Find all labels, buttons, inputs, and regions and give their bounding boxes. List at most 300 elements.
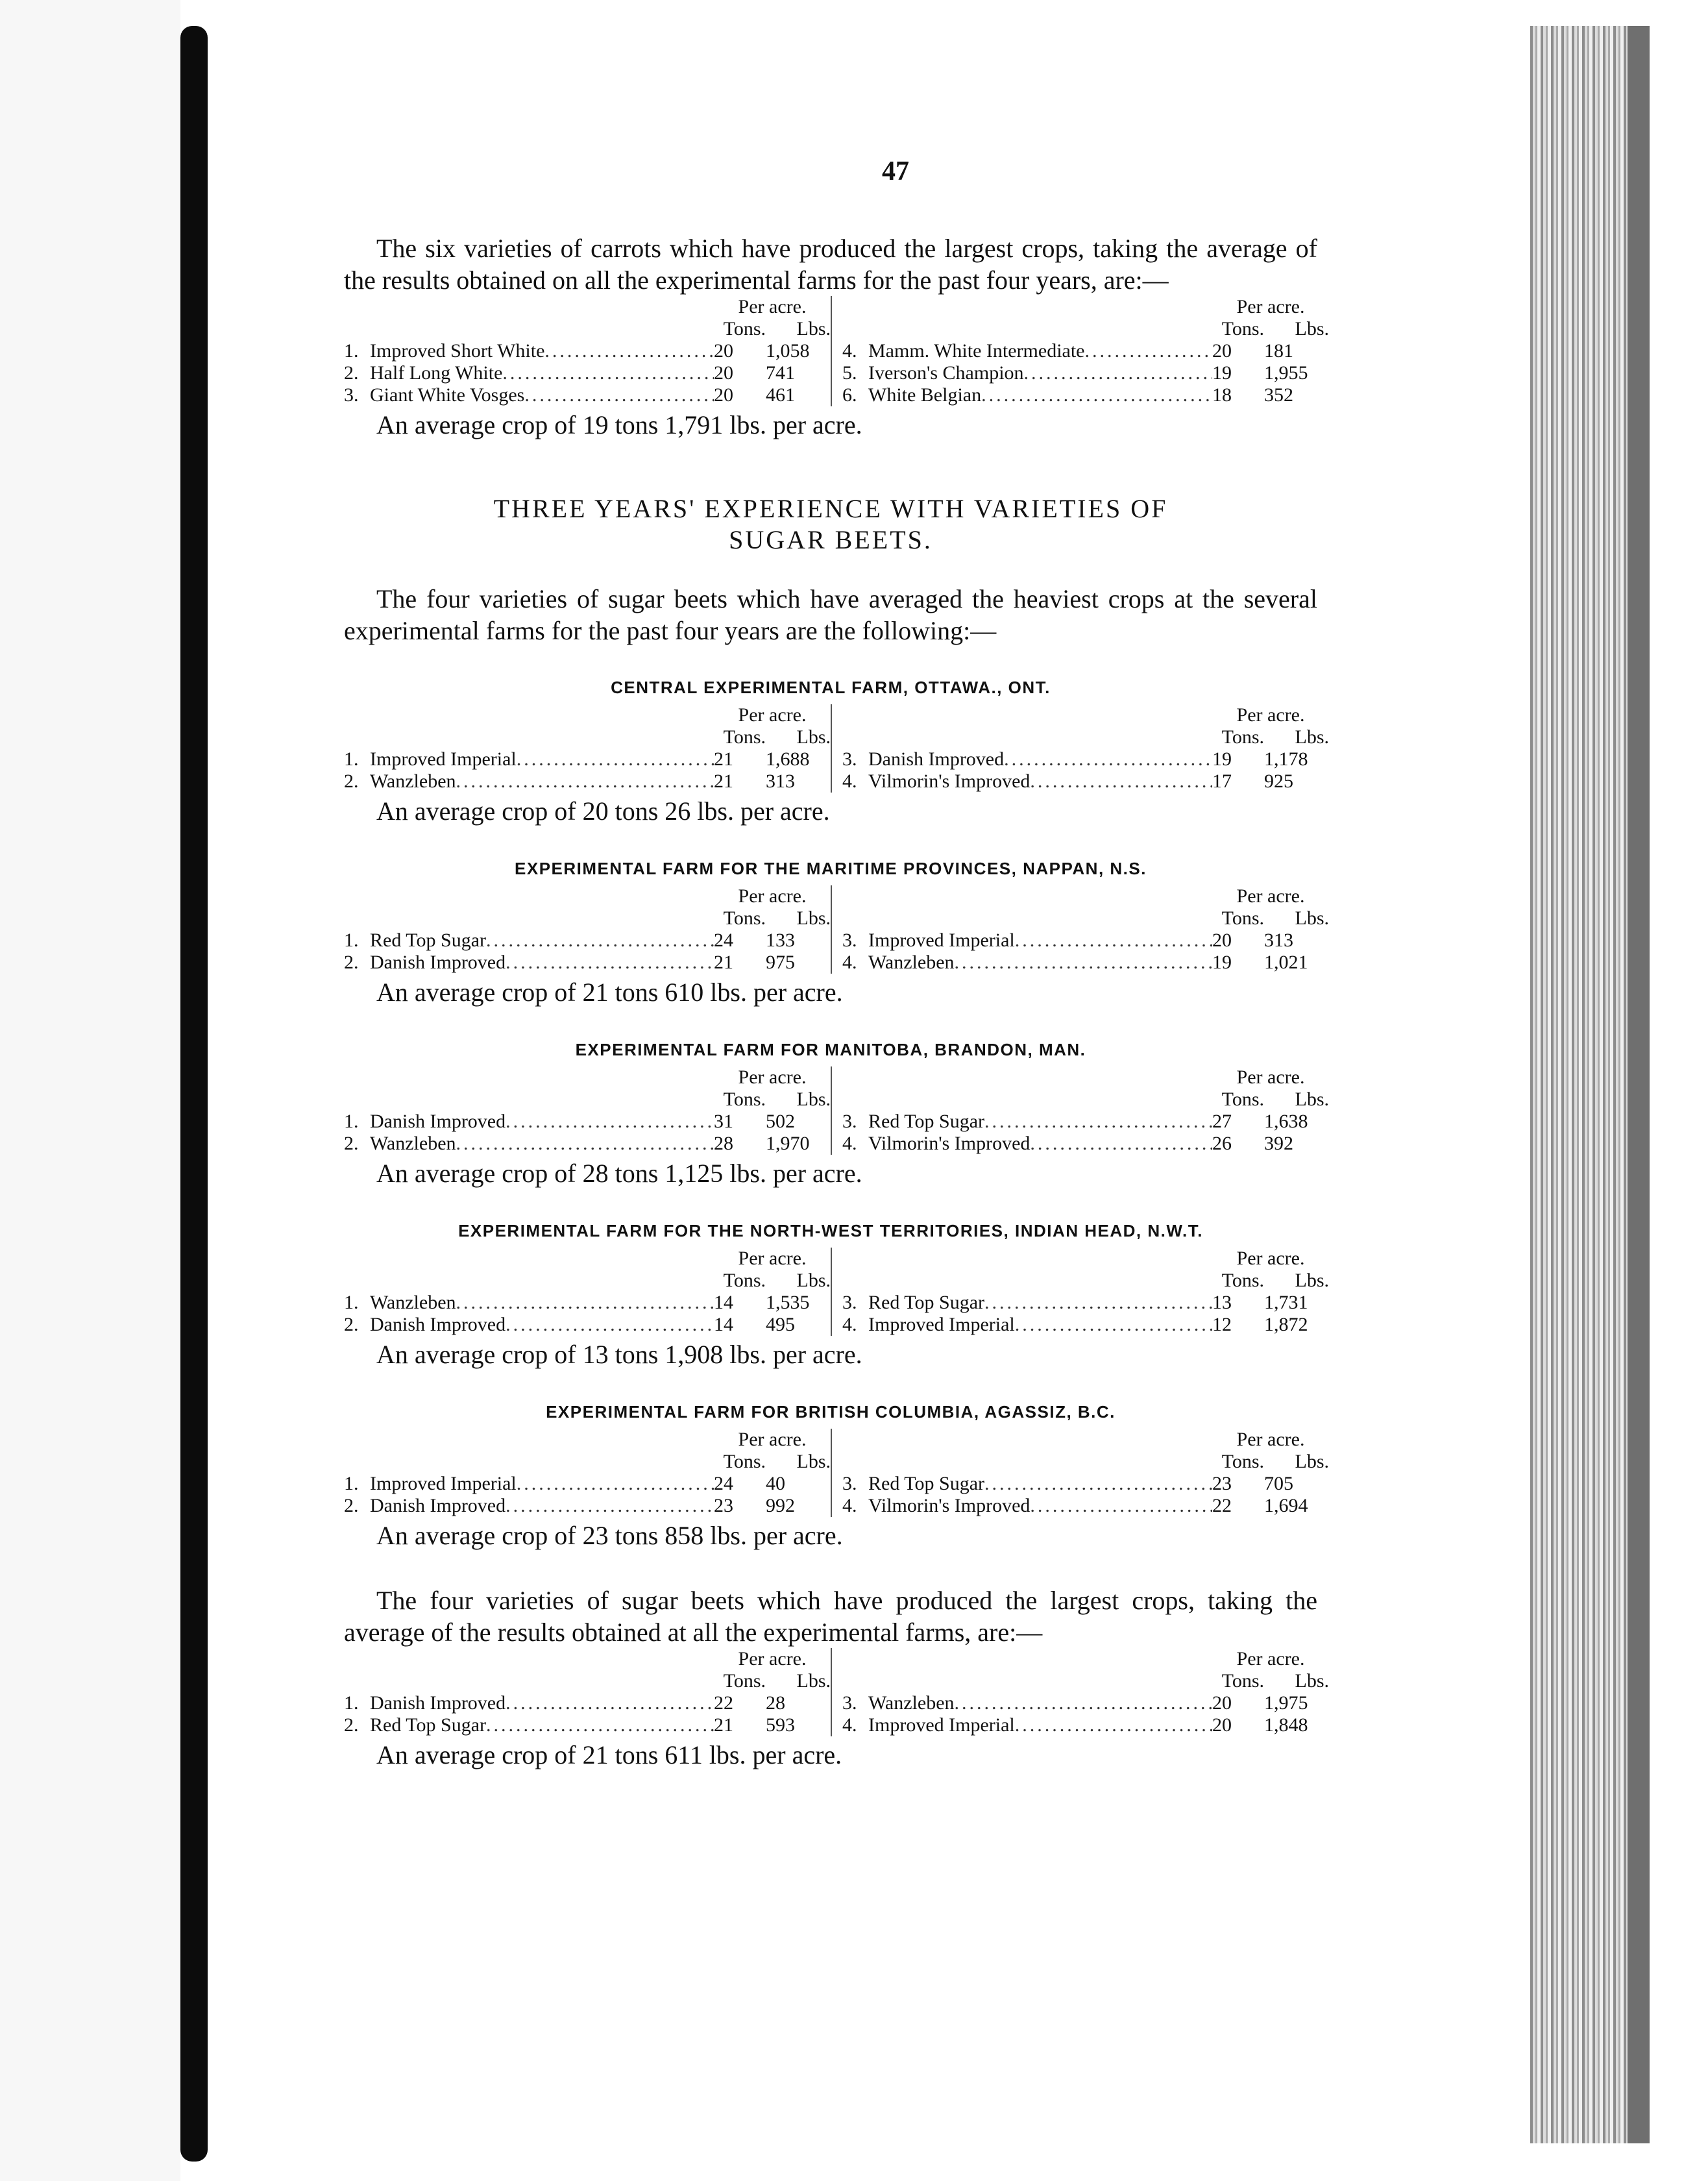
table-column-left [344, 296, 832, 406]
lbs-value: 593 [766, 1714, 795, 1736]
units-header-row [842, 726, 1329, 748]
tons-label: Tons. [1221, 1089, 1264, 1110]
per-acre-header-row [344, 1066, 831, 1089]
yield-values [714, 1111, 831, 1133]
yield-values [1212, 340, 1329, 362]
crop-yield-table [344, 704, 1329, 793]
variety-number: 1. [344, 340, 359, 362]
lbs-label: Lbs. [1295, 1670, 1329, 1692]
farm-heading: EXPERIMENTAL FARM FOR THE MARITIME PROVINCES, NAPPAN, N.S. [515, 859, 1147, 878]
units-header-row [344, 1670, 831, 1692]
variety-name: Danish Improved [370, 952, 506, 973]
variety-name: Improved Imperial [370, 748, 517, 770]
tons-value: 20 [714, 362, 733, 384]
variety-number: 3. [344, 384, 359, 406]
carrots-table [344, 296, 1329, 406]
dot-leader [1030, 770, 1212, 793]
dot-leader [502, 362, 714, 384]
per-acre-label: Per acre. [1236, 1648, 1305, 1670]
variety-name: Improved Imperial [868, 1714, 1015, 1736]
tons-value: 20 [1212, 340, 1232, 362]
yield-values [1212, 770, 1329, 793]
per-acre-label: Per acre. [1236, 1248, 1305, 1269]
variety-item [842, 362, 1212, 384]
table-row [842, 1495, 1329, 1517]
dot-leader [486, 930, 714, 952]
variety-item [842, 748, 1212, 770]
tons-label: Tons. [723, 1451, 766, 1472]
units-header [714, 318, 831, 340]
variety-name: Red Top Sugar [868, 1111, 985, 1132]
lbs-label: Lbs. [1295, 318, 1329, 339]
farm-section [344, 678, 1329, 828]
table-row [842, 362, 1329, 384]
variety-name: Half Long White [370, 362, 503, 384]
lbs-value: 133 [766, 930, 795, 951]
section-heading-line-2: SUGAR BEETS. [729, 525, 933, 554]
dot-leader [1004, 748, 1212, 770]
lbs-value: 392 [1264, 1133, 1293, 1154]
table-column-right [832, 1648, 1329, 1736]
table-row [842, 1111, 1329, 1133]
units-header-row [344, 1451, 831, 1473]
table-row [842, 930, 1329, 952]
variety-item [842, 1495, 1212, 1517]
variety-name: Danish Improved [370, 1314, 506, 1335]
variety-name: Giant White Vosges [370, 384, 525, 406]
dot-leader [517, 1473, 714, 1495]
variety-name: Red Top Sugar [370, 1714, 487, 1736]
dot-leader [984, 1111, 1212, 1133]
yield-values [1212, 930, 1329, 952]
variety-name: Vilmorin's Improved [868, 1495, 1031, 1516]
per-acre-label: Per acre. [738, 704, 807, 726]
yield-values [714, 748, 831, 770]
variety-item [344, 1692, 714, 1714]
lbs-label: Lbs. [1295, 1270, 1329, 1291]
crop-yield-table [344, 296, 1329, 406]
tons-label: Tons. [1221, 907, 1264, 929]
yield-values [1212, 384, 1329, 406]
table-row [344, 1133, 831, 1155]
per-acre-header-row [842, 704, 1329, 726]
page-edge-shadow [1628, 26, 1650, 2143]
table-row [842, 952, 1329, 974]
variety-item [842, 1692, 1212, 1714]
dot-leader [544, 340, 714, 362]
variety-item [842, 1133, 1212, 1155]
per-acre-label: Per acre. [738, 885, 807, 907]
farm-heading: CENTRAL EXPERIMENTAL FARM, OTTAWA., ONT. [611, 678, 1051, 697]
yield-values [1212, 1314, 1329, 1336]
tons-label: Tons. [723, 726, 766, 748]
farm-section [344, 1221, 1329, 1371]
variety-name: Red Top Sugar [370, 930, 487, 951]
variety-name: Vilmorin's Improved [868, 1133, 1031, 1154]
tons-value: 20 [714, 384, 733, 406]
variety-name: Wanzleben [370, 770, 456, 792]
tons-value: 21 [714, 748, 733, 770]
farm-section [344, 1402, 1329, 1552]
lbs-label: Lbs. [796, 1451, 831, 1472]
lbs-label: Lbs. [796, 1670, 831, 1692]
per-acre-header-row [344, 1248, 831, 1270]
yield-values [714, 1292, 831, 1314]
table-row [344, 952, 831, 974]
table-column-right [832, 1066, 1329, 1155]
variety-name: Danish Improved [370, 1692, 506, 1714]
units-header [1212, 1089, 1329, 1111]
table-column-left [344, 1648, 832, 1736]
yield-values [1212, 1692, 1329, 1714]
units-header-row [344, 726, 831, 748]
variety-name: Danish Improved [868, 748, 1005, 770]
variety-name: Improved Imperial [370, 1473, 517, 1494]
variety-item [842, 1292, 1212, 1314]
lbs-value: 1,848 [1264, 1714, 1308, 1736]
section-heading-line-1: THREE YEARS' EXPERIENCE WITH VARIETIES OF [493, 494, 1168, 523]
variety-item [344, 384, 714, 406]
yield-values [714, 1495, 831, 1517]
tons-value: 28 [714, 1133, 733, 1154]
table-column-right [832, 885, 1329, 974]
units-header-row [842, 907, 1329, 930]
tons-value: 14 [714, 1314, 733, 1335]
variety-name: Vilmorin's Improved [868, 770, 1031, 792]
dot-leader [1024, 362, 1212, 384]
dot-leader [1015, 1314, 1212, 1336]
variety-number: 4. [842, 1314, 857, 1335]
yield-values [714, 340, 831, 362]
units-header [1212, 1670, 1329, 1692]
variety-item [344, 952, 714, 974]
units-header-row [842, 318, 1329, 340]
yield-values [714, 1133, 831, 1155]
lbs-value: 705 [1264, 1473, 1293, 1494]
yield-values [714, 930, 831, 952]
farm-heading: EXPERIMENTAL FARM FOR BRITISH COLUMBIA, AGASSIZ, B.C. [546, 1402, 1116, 1422]
variety-number: 3. [842, 748, 857, 770]
tons-value: 19 [1212, 952, 1232, 973]
dot-leader [955, 952, 1212, 974]
tons-label: Tons. [723, 1089, 766, 1110]
variety-number: 1. [344, 1692, 359, 1714]
tons-value: 23 [714, 1495, 733, 1516]
tons-value: 14 [714, 1292, 733, 1313]
variety-name: Wanzleben [370, 1292, 456, 1313]
dot-leader [506, 1314, 714, 1336]
lbs-label: Lbs. [796, 907, 831, 929]
lbs-value: 181 [1264, 340, 1293, 362]
lbs-value: 1,535 [766, 1292, 810, 1313]
per-acre-label: Per acre. [738, 1648, 807, 1670]
tons-value: 19 [1212, 748, 1232, 770]
table-row [842, 770, 1329, 793]
yield-values [1212, 1292, 1329, 1314]
farm-average: An average crop of 13 tons 1,908 lbs. per acre. [376, 1340, 862, 1369]
tons-value: 21 [714, 1714, 733, 1736]
yield-values [1212, 748, 1329, 770]
lbs-label: Lbs. [796, 726, 831, 748]
yield-values [714, 384, 831, 406]
units-header [714, 1670, 831, 1692]
tons-value: 22 [714, 1692, 733, 1714]
tons-label: Tons. [1221, 1270, 1264, 1291]
dot-leader [981, 384, 1212, 406]
variety-name: Improved Imperial [868, 930, 1015, 951]
per-acre-header-row [842, 1066, 1329, 1089]
table-column-right [832, 704, 1329, 793]
variety-item [842, 1473, 1212, 1495]
variety-name: Improved Imperial [868, 1314, 1015, 1335]
variety-number: 2. [344, 1314, 359, 1335]
farm-average: An average crop of 23 tons 858 lbs. per acre. [376, 1521, 843, 1550]
tons-value: 26 [1212, 1133, 1232, 1154]
table-row [344, 384, 831, 406]
tons-value: 24 [714, 1473, 733, 1494]
table-row [344, 1714, 831, 1736]
page-number: 47 [882, 156, 909, 186]
dot-leader [984, 1473, 1212, 1495]
lbs-value: 28 [766, 1692, 785, 1714]
table-row [344, 1292, 831, 1314]
lbs-value: 1,872 [1264, 1314, 1308, 1335]
lbs-value: 1,021 [1264, 952, 1308, 973]
table-row [842, 1692, 1329, 1714]
variety-name: Danish Improved [370, 1111, 506, 1132]
farm-section [344, 1040, 1329, 1190]
facing-page-edge [0, 0, 180, 2181]
units-header-row [842, 1089, 1329, 1111]
tons-label: Tons. [1221, 1670, 1264, 1692]
variety-number: 1. [344, 1473, 359, 1494]
variety-number: 1. [344, 1111, 359, 1132]
dot-leader [1085, 340, 1212, 362]
book-gutter [180, 26, 208, 2162]
yield-values [714, 1473, 831, 1495]
variety-number: 6. [842, 384, 857, 406]
tons-value: 23 [1212, 1473, 1232, 1494]
per-acre-header-row [842, 1429, 1329, 1451]
per-acre-header-row [344, 296, 831, 318]
dot-leader [506, 1692, 714, 1714]
per-acre-header-row [344, 885, 831, 907]
table-column-right [832, 1429, 1329, 1517]
variety-item [344, 1714, 714, 1736]
variety-item [344, 1314, 714, 1336]
table-column-left [344, 885, 832, 974]
tons-label: Tons. [1221, 1451, 1264, 1472]
units-header-row [344, 1270, 831, 1292]
summary-intro: The four varieties of sugar beets which have produced the largest crops, taking the average of the results obtained at all the experimental farms, are:— [344, 1586, 1317, 1647]
units-header [714, 1089, 831, 1111]
lbs-value: 1,970 [766, 1133, 810, 1154]
yield-values [714, 770, 831, 793]
tons-value: 19 [1212, 362, 1232, 384]
yield-values [714, 1314, 831, 1336]
table-row [344, 930, 831, 952]
variety-item [842, 930, 1212, 952]
yield-values [1212, 1495, 1329, 1517]
lbs-value: 313 [766, 770, 795, 792]
lbs-value: 40 [766, 1473, 785, 1494]
lbs-label: Lbs. [1295, 726, 1329, 748]
units-header-row [842, 1670, 1329, 1692]
yield-values [1212, 1473, 1329, 1495]
tons-value: 31 [714, 1111, 733, 1132]
table-row [842, 1473, 1329, 1495]
dot-leader [1015, 930, 1212, 952]
tons-value: 20 [1212, 930, 1232, 951]
tons-label: Tons. [723, 1670, 766, 1692]
variety-item [842, 1714, 1212, 1736]
lbs-value: 1,975 [1264, 1692, 1308, 1714]
dot-leader [524, 384, 714, 406]
table-row [842, 1133, 1329, 1155]
table-column-left [344, 1248, 832, 1336]
units-header [1212, 907, 1329, 930]
variety-item [344, 1133, 714, 1155]
lbs-label: Lbs. [1295, 907, 1329, 929]
variety-number: 1. [344, 930, 359, 951]
tons-value: 22 [1212, 1495, 1232, 1516]
section-heading [344, 493, 1317, 556]
variety-item [344, 748, 714, 770]
units-header-row [344, 1089, 831, 1111]
units-header [1212, 1270, 1329, 1292]
variety-item [344, 340, 714, 362]
tons-label: Tons. [723, 318, 766, 339]
dot-leader [456, 1133, 714, 1155]
variety-name: Iverson's Champion [868, 362, 1024, 384]
dot-leader [486, 1714, 714, 1736]
farm-sections [344, 678, 1329, 1552]
tons-label: Tons. [723, 1270, 766, 1291]
variety-item [344, 1292, 714, 1314]
yield-values [714, 362, 831, 384]
variety-item [842, 340, 1212, 362]
per-acre-header-row [842, 885, 1329, 907]
variety-number: 2. [344, 952, 359, 973]
table-row [344, 1495, 831, 1517]
farm-average: An average crop of 20 tons 26 lbs. per acre. [376, 796, 830, 826]
units-header-row [842, 1451, 1329, 1473]
crop-yield-table [344, 1248, 1329, 1336]
table-row [344, 1314, 831, 1336]
variety-name: Red Top Sugar [868, 1292, 985, 1313]
per-acre-label: Per acre. [1236, 885, 1305, 907]
lbs-value: 1,731 [1264, 1292, 1308, 1313]
tons-value: 12 [1212, 1314, 1232, 1335]
lbs-value: 741 [766, 362, 795, 384]
table-row [842, 384, 1329, 406]
per-acre-label: Per acre. [1236, 1066, 1305, 1088]
variety-item [344, 1495, 714, 1517]
lbs-label: Lbs. [796, 1270, 831, 1291]
yield-values [1212, 1133, 1329, 1155]
tons-value: 13 [1212, 1292, 1232, 1313]
lbs-value: 1,955 [1264, 362, 1308, 384]
dot-leader [1030, 1133, 1212, 1155]
variety-number: 5. [842, 362, 857, 384]
variety-name: Improved Short White [370, 340, 545, 362]
units-header [1212, 1451, 1329, 1473]
tons-value: 24 [714, 930, 733, 951]
table-row [344, 770, 831, 793]
variety-item [842, 1314, 1212, 1336]
table-row [842, 1714, 1329, 1736]
variety-number: 4. [842, 1133, 857, 1154]
lbs-value: 502 [766, 1111, 795, 1132]
variety-number: 3. [842, 1692, 857, 1714]
variety-number: 2. [344, 1714, 359, 1736]
variety-item [344, 362, 714, 384]
yield-values [1212, 362, 1329, 384]
lbs-label: Lbs. [1295, 1089, 1329, 1110]
farm-average: An average crop of 28 tons 1,125 lbs. per acre. [376, 1159, 862, 1188]
per-acre-header-row [344, 1648, 831, 1670]
table-row [842, 1292, 1329, 1314]
table-column-left [344, 704, 832, 793]
lbs-value: 495 [766, 1314, 795, 1335]
summary-average: An average crop of 21 tons 611 lbs. per acre. [376, 1740, 842, 1769]
table-row [344, 1692, 831, 1714]
per-acre-header-row [842, 296, 1329, 318]
variety-number: 4. [842, 340, 857, 362]
lbs-value: 461 [766, 384, 795, 406]
carrots-average: An average crop of 19 tons 1,791 lbs. per acre. [376, 410, 862, 439]
variety-item [842, 770, 1212, 793]
lbs-value: 313 [1264, 930, 1293, 951]
variety-name: Wanzleben [868, 952, 955, 973]
table-row [344, 1111, 831, 1133]
per-acre-label: Per acre. [1236, 1429, 1305, 1450]
units-header [714, 907, 831, 930]
dot-leader [955, 1692, 1212, 1714]
variety-item [344, 1473, 714, 1495]
variety-number: 2. [344, 1133, 359, 1154]
farm-heading: EXPERIMENTAL FARM FOR THE NORTH-WEST TERRITORIES, INDIAN HEAD, N.W.T. [458, 1221, 1203, 1240]
variety-name: Wanzleben [868, 1692, 955, 1714]
yield-values [714, 1714, 831, 1736]
carrots-intro: The six varieties of carrots which have produced the largest crops, taking the average of the results obtained on all the experimental farms for the past four years, are:— [344, 234, 1317, 295]
units-header [714, 1451, 831, 1473]
crop-yield-table [344, 1648, 1329, 1736]
variety-name: Mamm. White Intermediate [868, 340, 1085, 362]
variety-number: 4. [842, 1714, 857, 1736]
tons-label: Tons. [723, 907, 766, 929]
variety-item [842, 1111, 1212, 1133]
lbs-value: 1,638 [1264, 1111, 1308, 1132]
variety-number: 2. [344, 362, 359, 384]
variety-number: 4. [842, 1495, 857, 1516]
tons-label: Tons. [1221, 726, 1264, 748]
units-header [1212, 318, 1329, 340]
tons-value: 17 [1212, 770, 1232, 792]
units-header [1212, 726, 1329, 748]
per-acre-label: Per acre. [1236, 704, 1305, 726]
dot-leader [456, 1292, 714, 1314]
dot-leader [1030, 1495, 1212, 1517]
variety-name: Danish Improved [370, 1495, 506, 1516]
table-row [842, 340, 1329, 362]
lbs-value: 1,694 [1264, 1495, 1308, 1516]
dot-leader [984, 1292, 1212, 1314]
variety-number: 3. [842, 1111, 857, 1132]
table-row [344, 340, 831, 362]
variety-name: White Belgian [868, 384, 982, 406]
lbs-label: Lbs. [796, 318, 831, 339]
